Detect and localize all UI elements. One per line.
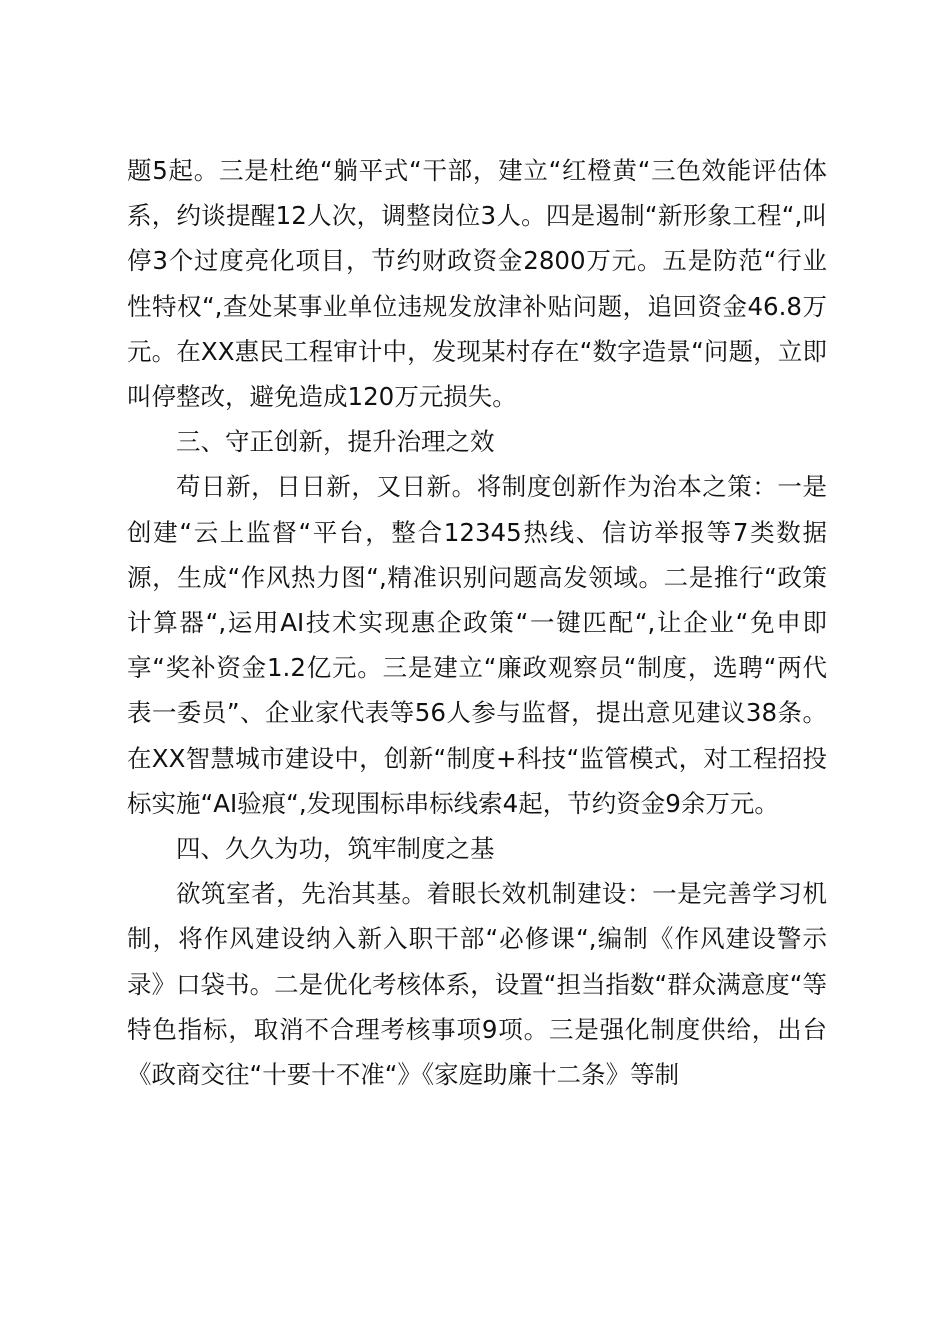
paragraph-section-4: 欲筑室者，先治其基。着眼长效机制建设：一是完善学习机制，将作风建设纳入新入职干部“必修课“,编制《作风建设警示录》口袋书。二是优化考核体系，设置“担当指数“群众满意度“等特色指标，取消不合理考核事项9项。三是强化制度供给，出台《政商交往“十要十不准“》《家庭助廉十二条》等制 [127, 879, 827, 1090]
section-heading-4: 四、久久为功，筑牢制度之基 [176, 834, 495, 864]
paragraph-continuation: 题5起。三是杜绝“躺平式“干部，建立“红橙黄“三色效能评估体系，约谈提醒12人次，调整岗位3人。四是遏制“新形象工程“,叫停3个过度亮化项目，节约财政资金2800万元。五是防范“行业性特权“,查处某事业单位违规发放津补贴问题，追回资金46.8万元。在XX惠民工程审计中，发现某村存在“数字造景“问题，立即叫停整改，避免造成120万元损失。 [127, 156, 827, 412]
paragraph-section-3: 苟日新，日日新，又日新。将制度创新作为治本之策：一是创建“云上监督“平台，整合12345热线、信访举报等7类数据源，生成“作风热力图“,精准识别问题高发领域。二是推行“政策计算器“,运用AI技术实现惠企政策“一键匹配“,让企业“免申即享“奖补资金1.2亿元。三是建立“廉政观察员“制度，选聘“两代表一委员”、企业家代表等56人参与监督，提出意见建议38条。在XX智慧城市建设中，创新“制度+科技“监管模式，对工程招投标实施“AI验痕“,发现围标串标线索4起，节约资金9余万元。 [127, 472, 827, 818]
section-heading-3: 三、守正创新，提升治理之效 [176, 427, 495, 457]
document-body [127, 148, 827, 1097]
